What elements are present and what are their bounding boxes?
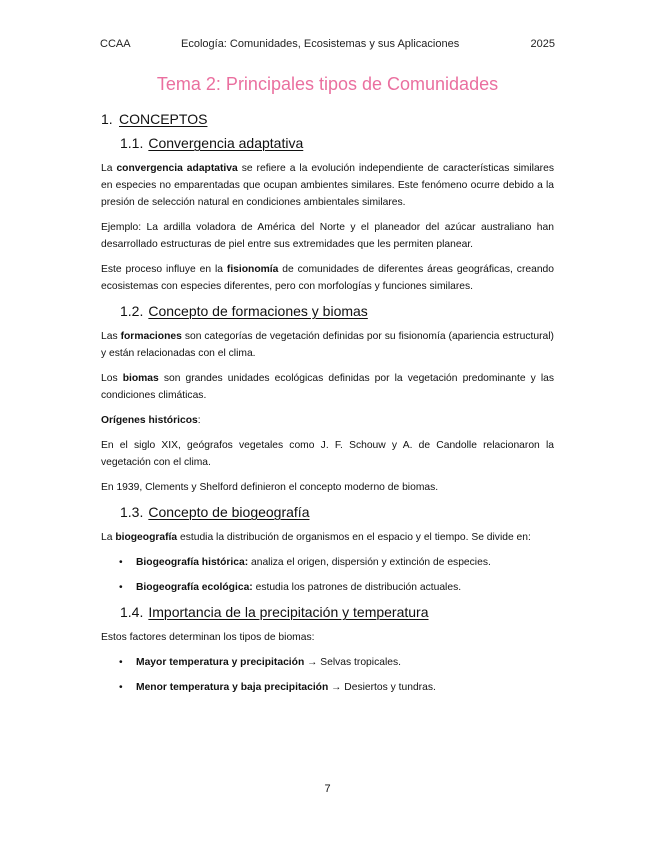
text-run: La (101, 163, 117, 174)
subsection-title: Concepto de formaciones y biomas (148, 303, 368, 319)
text-run: : (197, 415, 201, 426)
section-heading-1 (101, 111, 554, 131)
paragraph-siglo-xix: En el siglo XIX, geógrafos vegetales como J. F. Schouw y A. de Candolle relacionaron la vegetación con el clima. (101, 440, 554, 468)
list-item (101, 579, 554, 596)
subsection-number: 1.2. (120, 303, 144, 319)
bold-term: biogeografía (115, 532, 178, 543)
bold-term: Mayor temperatura y precipitación (136, 657, 305, 668)
paragraph-factores: Estos factores determinan los tipos de biomas: (101, 632, 315, 643)
paragraph-biogeografia (101, 529, 554, 546)
text-run: → Desiertos y tundras. (328, 682, 436, 693)
list-item (101, 554, 554, 571)
subsection-heading-1-2 (120, 303, 554, 322)
header-right: 2025 (530, 38, 555, 50)
subsection-number: 1.3. (120, 504, 144, 520)
text-run: La (101, 532, 116, 543)
section-title: CONCEPTOS (119, 111, 208, 127)
page-title: Tema 2: Principales tipos de Comunidades (156, 74, 499, 94)
bullet-icon: • (119, 682, 123, 693)
list-item (101, 679, 554, 696)
subsection-title: Concepto de biogeografía (148, 504, 310, 520)
text-run: de comunidades de diferentes áreas geográficas, creando ecosistemas con especies diferentes, pero con morfologías y funciones similares. (101, 264, 554, 292)
subsection-heading-1-1 (120, 135, 554, 154)
document-body (101, 111, 554, 704)
bold-term: convergencia adaptativa (116, 163, 238, 174)
text-run: analiza el origen, dispersión y extinción de especies. (248, 557, 491, 568)
subsection-number: 1.1. (120, 135, 144, 151)
bold-term: fisionomía (226, 264, 279, 275)
page-header (100, 38, 555, 52)
subsection-heading-1-4 (120, 604, 554, 623)
paragraph-biomas (101, 370, 554, 404)
text-run: estudia los patrones de distribución actuales. (252, 582, 462, 593)
page-number: 7 (324, 783, 331, 795)
text-run: son categorías de vegetación definidas por su fisionomía (apariencia estructural) y están relacionadas con el clima. (101, 331, 554, 359)
bold-term: biomas (122, 373, 159, 384)
text-run: → Selvas tropicales. (304, 657, 401, 668)
text-run: son grandes unidades ecológicas definidas por la vegetación predominante y las condiciones climáticas. (101, 373, 554, 401)
paragraph-origenes-label (101, 412, 554, 429)
paragraph-ejemplo: Ejemplo: La ardilla voladora de América del Norte y el planeador del azúcar australiano han desarrollado estructuras de piel entre sus extremidades que les permiten planear. (101, 222, 554, 250)
text-run: se refiere a la evolución independiente de características similares en especies no emparentadas que ocupan ambientes similares. Este fenómeno ocurre debido a la presión de selección natural en condiciones ambientales similares. (101, 163, 554, 208)
list-item (101, 654, 554, 671)
biogeografia-list (101, 554, 554, 596)
subsection-number: 1.4. (120, 604, 144, 620)
text-run: Este proceso influye en la (101, 264, 227, 275)
bold-term: Biogeografía histórica: (136, 557, 249, 568)
section-number: 1. (101, 111, 113, 127)
biomas-list (101, 654, 554, 696)
header-left: CCAA (100, 38, 131, 50)
subsection-title: Convergencia adaptativa (148, 135, 304, 151)
text-run: Las (101, 331, 121, 342)
bullet-icon: • (119, 557, 123, 568)
paragraph-convergencia (101, 160, 554, 211)
subsection-title: Importancia de la precipitación y temperatura (148, 604, 429, 620)
text-run: estudia la distribución de organismos en el espacio y el tiempo. Se divide en: (177, 532, 531, 543)
paragraph-fisionomia (101, 261, 554, 295)
bullet-icon: • (119, 582, 123, 593)
bold-term: Menor temperatura y baja precipitación (136, 682, 329, 693)
paragraph-formaciones (101, 328, 554, 362)
bold-term: formaciones (120, 331, 182, 342)
text-run: Los (101, 373, 123, 384)
paragraph-1939: En 1939, Clements y Shelford definieron el concepto moderno de biomas. (101, 482, 439, 493)
subsection-heading-1-3 (120, 504, 554, 523)
bold-term: Orígenes históricos (101, 415, 198, 426)
bullet-icon: • (119, 657, 123, 668)
bold-term: Biogeografía ecológica: (136, 582, 253, 593)
header-center: Ecología: Comunidades, Ecosistemas y sus Aplicaciones (181, 38, 460, 50)
